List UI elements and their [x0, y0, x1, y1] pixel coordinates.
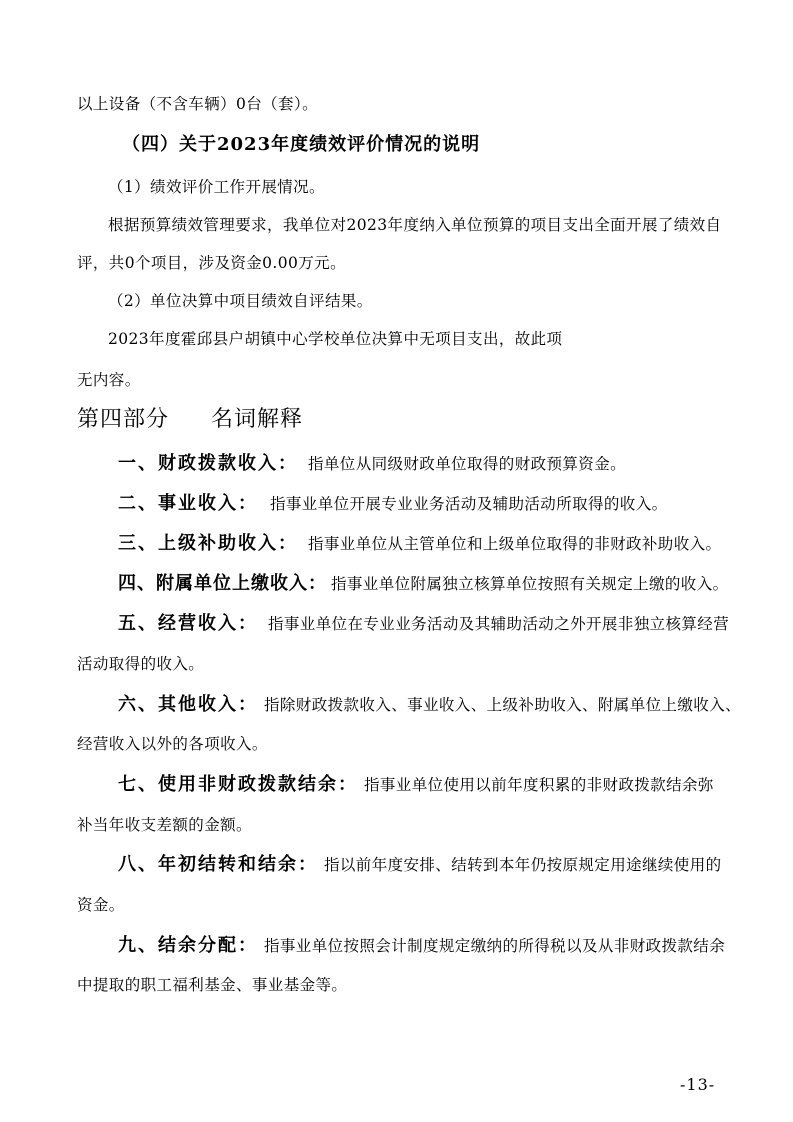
term-label: 一、财政拨款收入： [118, 453, 298, 474]
term-entry [118, 569, 729, 595]
term-definition-cont: 资金。 [77, 896, 125, 914]
body-line: 2023年度霍邱县户胡镇中心学校单位决算中无项目支出，故此项 [108, 330, 563, 348]
part-heading [77, 402, 303, 433]
term-entry [118, 770, 714, 796]
body-line: （2）单位决算中项目绩效自评结果。 [108, 292, 373, 310]
term-entry [118, 690, 741, 716]
term-label: 三、上级补助收入： [118, 533, 298, 554]
term-label: 二、事业收入： [118, 493, 258, 514]
section-heading: （四）关于2023年度绩效评价情况的说明 [122, 134, 481, 155]
part-heading-title: 第四部分 [77, 407, 170, 432]
term-definition: 指事业单位在专业业务活动及其辅助活动之外开展非独立核算经营 [268, 615, 730, 633]
term-entry [118, 609, 729, 635]
term-definition: 指事业单位使用以前年度积累的非财政拨款结余弥 [364, 776, 714, 794]
term-definition: 指事业单位从主管单位和上级单位取得的非财政补助收入。 [308, 535, 722, 553]
term-label: 八、年初结转和结余： [118, 854, 318, 875]
term-entry [118, 850, 722, 876]
term-definition-cont: 中提取的职工福利基金、事业基金等。 [77, 976, 348, 994]
term-entry [118, 529, 721, 555]
body-line: （1）绩效评价工作开展情况。 [108, 178, 325, 196]
term-entry [118, 931, 725, 957]
term-definition-cont: 补当年收支差额的金额。 [77, 816, 252, 834]
term-entry [118, 449, 626, 475]
body-line: 根据预算绩效管理要求，我单位对2023年度纳入单位预算的项目支出全面开展了绩效自 [108, 216, 722, 234]
term-label: 九、结余分配： [118, 935, 258, 956]
term-label: 四、附属单位上缴收入： [118, 573, 327, 594]
term-definition: 指以前年度安排、结转到本年仍按原规定用途继续使用的 [324, 856, 722, 874]
term-label: 七、使用非财政拨款结余： [118, 774, 358, 795]
body-line: 以上设备（不含车辆）0台（套）。 [77, 95, 319, 113]
term-label: 六、其他收入： [118, 694, 258, 715]
term-definition: 指事业单位附属独立核算单位按照有关规定上缴的收入。 [331, 575, 729, 593]
term-entry [118, 489, 668, 515]
term-definition: 指事业单位开展专业业务活动及辅助活动所取得的收入。 [270, 495, 668, 513]
term-definition: 指事业单位按照会计制度规定缴纳的所得税以及从非财政拨款结余 [264, 937, 726, 955]
part-heading-subtitle: 名词解释 [211, 407, 304, 432]
term-definition-cont: 活动取得的收入。 [77, 655, 205, 673]
term-label: 五、经营收入： [118, 613, 258, 634]
body-line: 评，共0个项目，涉及资金0.00万元。 [77, 254, 346, 272]
page-number: -13- [680, 1075, 716, 1094]
term-definition: 指单位从同级财政单位取得的财政预算资金。 [308, 455, 627, 473]
term-definition: 指除财政拨款收入、事业收入、上级补助收入、附属单位上缴收入、 [264, 696, 742, 714]
term-definition-cont: 经营收入以外的各项收入。 [77, 735, 268, 753]
body-line: 无内容。 [77, 371, 141, 389]
